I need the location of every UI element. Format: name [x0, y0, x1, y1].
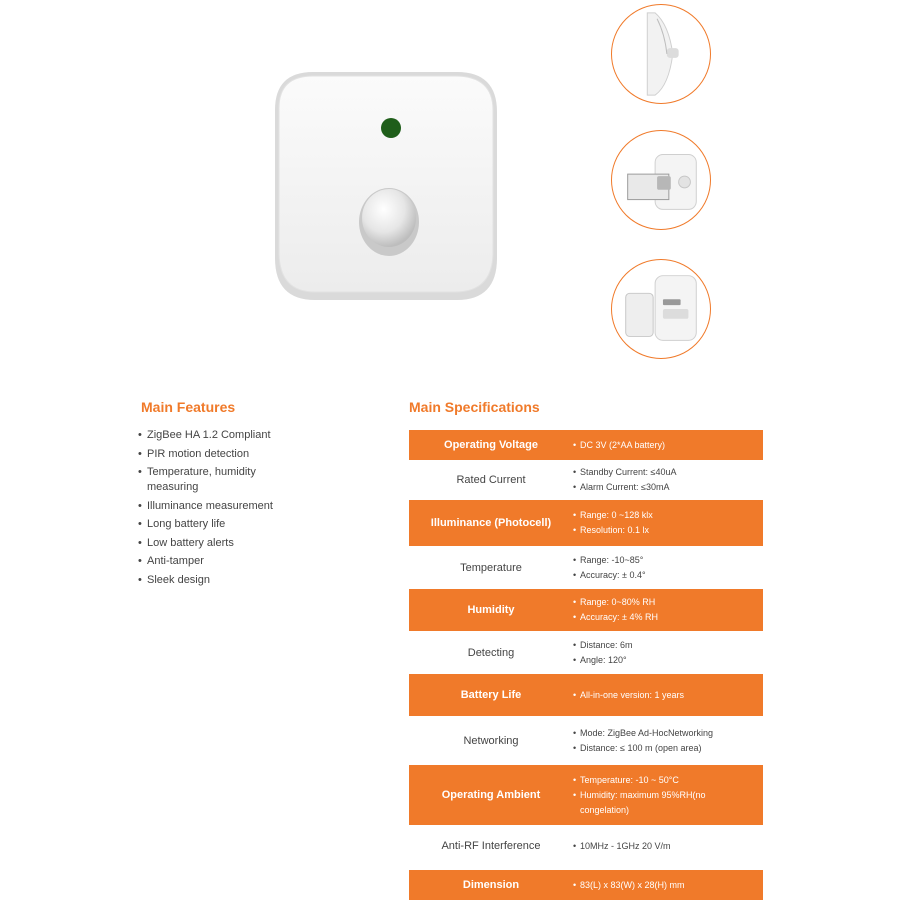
spec-label: Detecting — [467, 646, 515, 659]
table-row — [409, 825, 763, 867]
spec-value: • Range: -10~85° — [573, 554, 644, 565]
spec-label: Dimension — [462, 879, 520, 891]
spec-value: • Resolution: 0.1 lx — [573, 525, 650, 535]
spec-value: • 10MHz - 1GHz 20 V/m — [573, 840, 671, 851]
sensor-product-image — [265, 60, 505, 310]
spec-value: • Accuracy: ± 4% RH — [573, 612, 658, 622]
spec-label: Battery Life — [460, 689, 522, 701]
specs-table — [409, 430, 763, 900]
list-item: • ZigBee HA 1.2 Compliant — [138, 429, 271, 441]
spec-label: Networking — [463, 734, 519, 747]
spec-value: • Mode: ZigBee Ad-HocNetworking — [573, 727, 714, 738]
spec-label: Operating Ambient — [441, 789, 541, 801]
spec-value: • Distance: 6m — [573, 639, 633, 650]
table-row — [409, 460, 763, 500]
status-led — [381, 118, 401, 138]
list-item: • Illuminance measurement — [138, 499, 273, 512]
table-row — [409, 870, 763, 900]
table-row — [409, 765, 763, 825]
table-row — [409, 430, 763, 460]
table-row — [409, 546, 763, 589]
table-row — [409, 674, 763, 716]
spec-label: Rated Current — [456, 474, 526, 486]
spec-value: • All-in-one version: 1 years — [573, 689, 685, 700]
spec-label: Operating Voltage — [444, 439, 538, 451]
thumbnail-bracket-view[interactable] — [611, 130, 711, 230]
table-row — [409, 716, 763, 765]
list-item: • Anti-tamper — [138, 555, 204, 567]
spec-label: Illuminance (Photocell) — [430, 517, 552, 529]
spec-label: Anti-RF Interference — [441, 840, 541, 852]
spec-value: • Temperature: -10 ~ 50°C — [573, 774, 679, 785]
table-row — [409, 500, 763, 546]
list-item: • PIR motion detection — [138, 447, 250, 460]
spec-value: • Angle: 120° — [573, 654, 627, 665]
list-item: • Low battery alerts — [138, 536, 234, 549]
thumbnail-side-view[interactable] — [611, 4, 711, 104]
list-item: • Long battery life — [138, 518, 226, 530]
thumbnail-open-view[interactable] — [611, 259, 711, 359]
spec-value: • Standby Current: ≤40uA — [573, 467, 677, 477]
table-row — [409, 631, 763, 674]
spec-value: • 83(L) x 83(W) x 28(H) mm — [573, 879, 685, 890]
list-item: • Sleek design — [138, 573, 210, 586]
spec-value: • Range: 0~80% RH — [573, 597, 656, 607]
spec-label: Humidity — [467, 604, 515, 616]
spec-value: • Range: 0 ~128 klx — [573, 510, 653, 520]
list-item: • Temperature, humidity measuring — [138, 466, 256, 493]
features-list — [138, 428, 298, 591]
spec-label: Temperature — [460, 561, 522, 574]
features-title: Main Features — [141, 399, 236, 415]
specs-title: Main Specifications — [409, 399, 540, 415]
spec-value: • Distance: ≤ 100 m (open area) — [573, 742, 702, 753]
spec-value: • Humidity: maximum 95%RH(no congelation) — [573, 789, 706, 815]
spec-value: • Accuracy: ± 0.4° — [573, 569, 646, 580]
spec-value: • Alarm Current: ≤30mA — [573, 482, 670, 492]
spec-value: • DC 3V (2*AA battery) — [573, 439, 666, 450]
table-row — [409, 589, 763, 631]
